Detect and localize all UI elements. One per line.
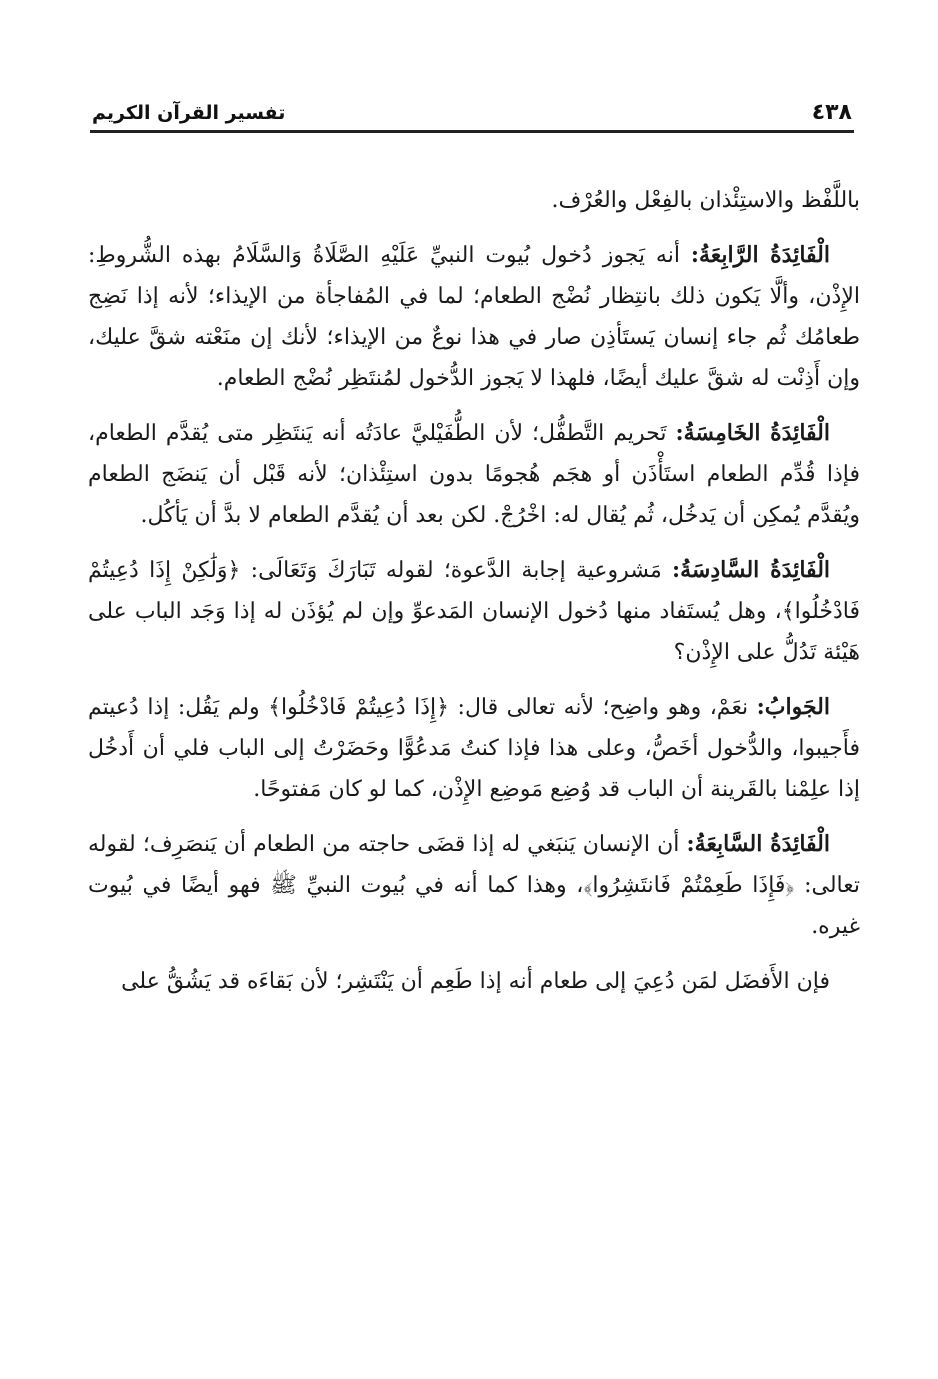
page-body — [88, 180, 860, 1016]
paragraph-heading: الْفَائِدَةُ الخَامِسَةُ: — [675, 420, 831, 446]
paragraph — [88, 413, 860, 536]
paragraph-text: مَشروعية إجابة الدَّعوة؛ لقوله تَبَارَكَ وَتَعَالَى: ﴿وَلَٰكِنْ إِذَا دُعِيتُمْ فَادْخُلُوا﴾، وهل يُستَفاد منها دُخول الإنسان المَدعوِّ وإن لم يُؤذَن له إذا وَجَد الباب على هَيْئة تَدُلُّ على الإِذْن؟ — [88, 558, 860, 665]
header-divider — [90, 130, 854, 133]
paragraph-text: أنه يَجوز دُخول بُيوت النبيِّ عَلَيْهِ الصَّلَاةُ وَالسَّلَامُ بهذه الشُّروطِ: الإِذْن، وألَّا يَكون ذلك بانتِظار نُضْج الطعام؛ لما في المُفاجأة من الإيذاء؛ لأنه إذا نَضِج طعامُك ثُم جاء إنسان يَستَأذِن صار في هذا نوعٌ من الإيذاء؛ لأنك إن منَعْته شقَّ عليك، وإن أَذِنْت له شقَّ عليك أيضًا، فلهذا لا يَجوز الدُّخول لمُنتَظِر نُضْج الطعام. — [88, 243, 860, 391]
running-header — [92, 96, 852, 126]
paragraph — [88, 961, 860, 1002]
paragraph — [88, 235, 860, 399]
paragraph — [88, 824, 860, 947]
paragraph — [88, 180, 860, 221]
book-title: تفسير القرآن الكريم — [92, 102, 286, 124]
paragraph-heading: الْفَائِدَةُ السَّابِعَةُ: — [686, 831, 830, 857]
paragraph — [88, 550, 860, 673]
paragraph — [88, 687, 860, 810]
page-number: ٤٣٨ — [811, 100, 852, 125]
paragraph-text: فإن الأَفضَل لمَن دُعِيَ إلى طعام أنه إذا طَعِم أن يَنْتَشِر؛ لأن بَقاءَه قد يَشُقُّ على — [121, 969, 830, 994]
paragraph-text: نعَمْ، وهو واضِح؛ لأنه تعالى قال: ﴿إِذَا دُعِيتُمْ فَادْخُلُوا﴾ ولم يَقُل: إذا دُعيتم فأَجيبوا، والدُّخول أخَصُّ، وعلى هذا فإذا كنتُ مَدعُوًّا وحَضَرْتُ إلى الباب فلي أن أَدخُل إذا علِمْنا بالقَرينة أن الباب قد وُضِع مَوضِع الإِذْن، كما لو كان مَفتوحًا. — [88, 695, 860, 802]
paragraph-text: باللَّفْظ والاستِئْذان بالفِعْل والعُرْف. — [551, 188, 860, 213]
paragraph-heading: الْفَائِدَةُ السَّادِسَةُ: — [671, 557, 831, 583]
paragraph-text: أن الإنسان يَنبَغي له إذا قضَى حاجته من الطعام أن يَنصَرِف؛ لقوله تعالى: ﴿فَإِذَا طَعِمْتُمْ فَانتَشِرُوا﴾، وهذا كما أنه في بُيوت النبيِّ ﷺ فهو أيضًا في بُيوت غيره. — [88, 832, 860, 939]
paragraph-heading: الْفَائِدَةُ الرَّابِعَةُ: — [690, 242, 830, 268]
paragraph-heading: الجَوابُ: — [756, 694, 830, 720]
paragraph-text: تَحريم التَّطفُّل؛ لأن الطُّفَيْليَّ عادَتُه أنه يَنتَظِر متى يُقدَّم الطعام، فإذا قُدِّم الطعام استَأْذَن أو هجَم هُجومًا بدون استِئْذان؛ لأنه قَبْل أن يَنضَج الطعام ويُقدَّم يُمكِن أن يَدخُل، ثُم يُقال له: اخْرُجْ. لكن بعد أن يُقدَّم الطعام لا بدَّ أن يَأكُل. — [88, 421, 860, 528]
